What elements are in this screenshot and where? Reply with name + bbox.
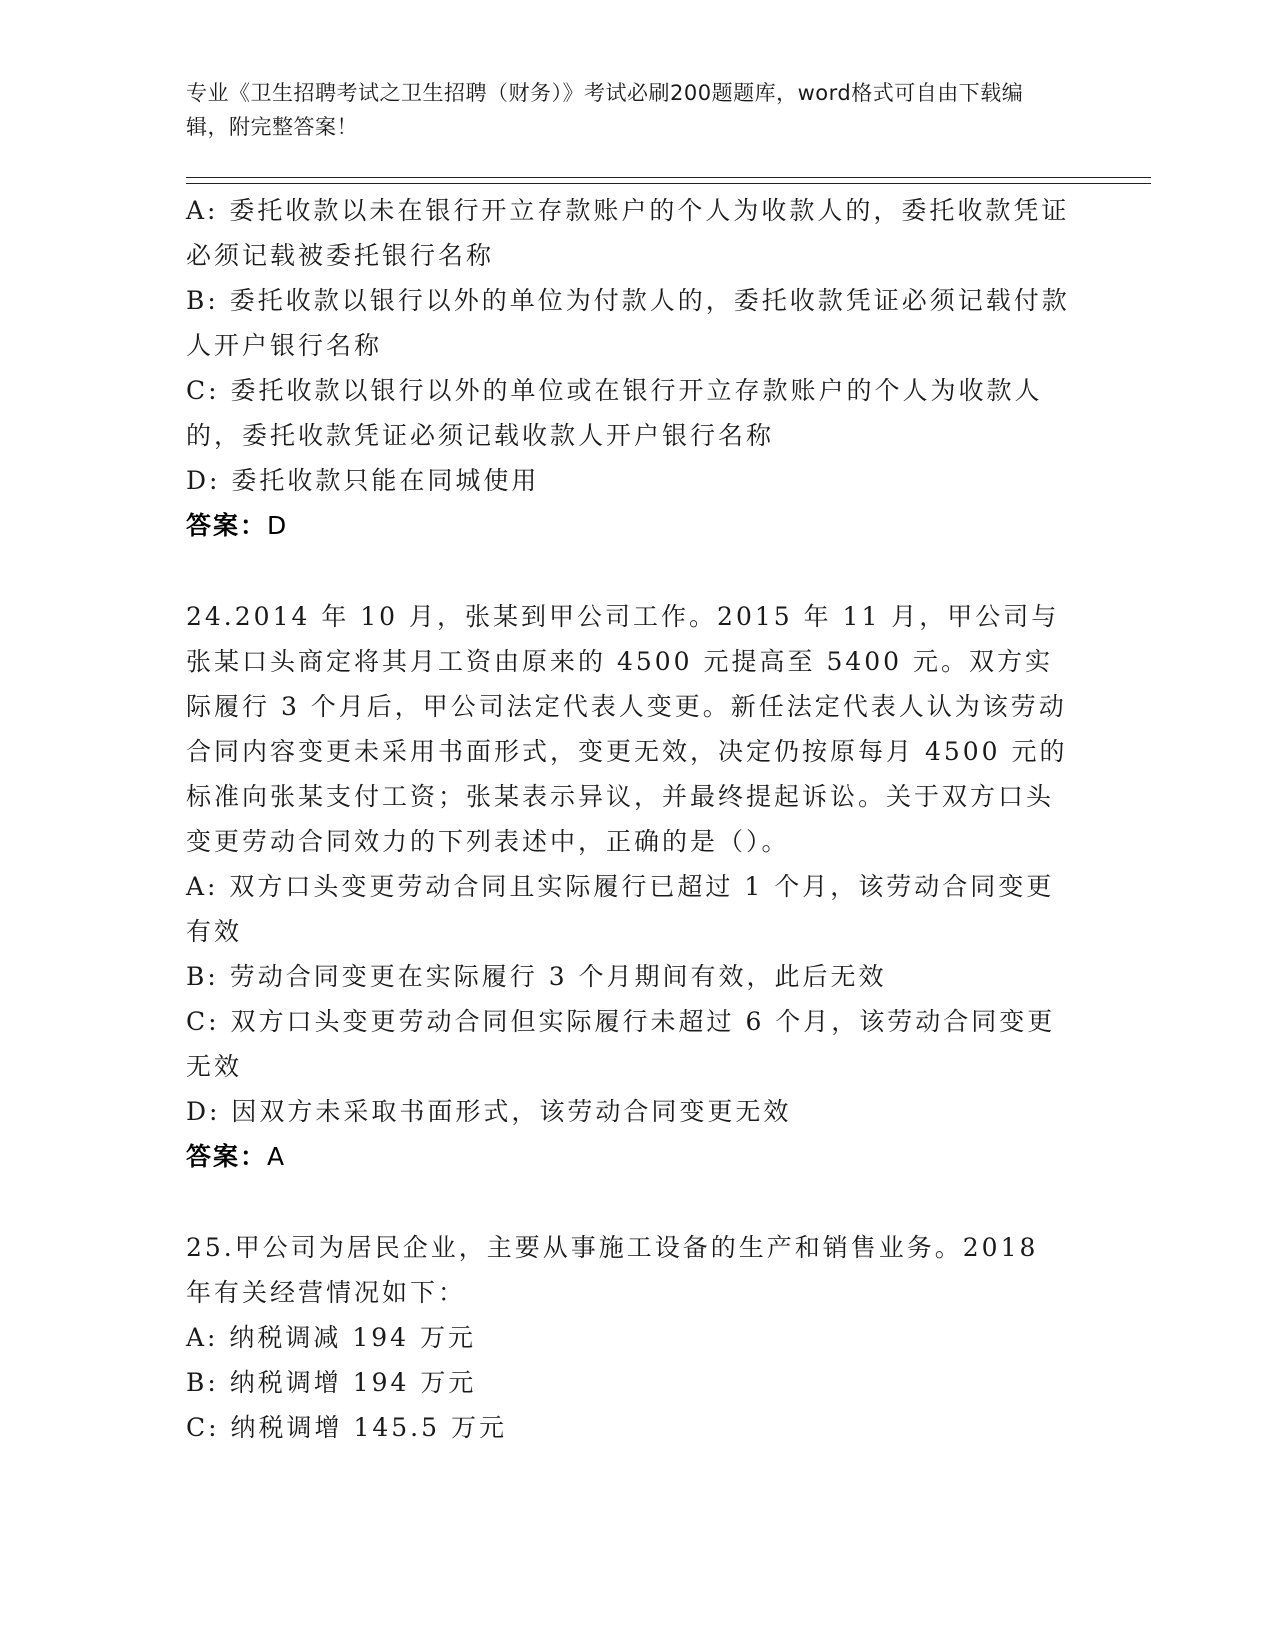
question-stem: 25.甲公司为居民企业，主要从事施工设备的生产和销售业务。2018 年有关经营情况如下： — [186, 1233, 1050, 1307]
option-c: C: 双方口头变更劳动合同但实际履行未超过 6 个月，该劳动合同变更无效 — [186, 1007, 1056, 1081]
header-rule-bottom — [186, 183, 1151, 184]
document-header: 专业《卫生招聘考试之卫生招聘（财务）》考试必刷200题题库，word格式可自由下载编辑，附完整答案！ — [186, 81, 1024, 139]
option-a: A: 纳税调减 194 万元 — [186, 1323, 477, 1352]
question-23 — [186, 188, 1076, 548]
answer-label: 答案： — [186, 511, 268, 540]
answer-label: 答案： — [186, 1142, 268, 1171]
question-25 — [186, 1225, 1076, 1450]
answer-value: A — [267, 1142, 287, 1171]
header-rule-top — [186, 177, 1151, 178]
option-a: A: 双方口头变更劳动合同且实际履行已超过 1 个月，该劳动合同变更有效 — [186, 872, 1055, 946]
option-b: B: 劳动合同变更在实际履行 3 个月期间有效，此后无效 — [186, 962, 887, 991]
option-b: B: 纳税调增 194 万元 — [186, 1368, 477, 1397]
question-stem: 24.2014 年 10 月，张某到甲公司工作。2015 年 11 月，甲公司与张某口头商定将其月工资由原来的 4500 元提高至 5400 元。双方实际履行 3 个月后，甲公司法定代表人变更。新任法定代表人认为该劳动合同内容变更未采用书面形式，变更无效，决定仍按原每月 4500 元的标准向张某支付工资；张某表示异议，并最终提起诉讼。关于双方口头变更劳动合同效力的下列表述中，正确的是（）。 — [186, 602, 1068, 856]
option-c: C: 纳税调增 145.5 万元 — [186, 1413, 507, 1442]
spacer — [186, 1179, 1076, 1225]
answer-value: D — [267, 511, 289, 540]
document-body — [186, 188, 1076, 1450]
spacer — [186, 548, 1076, 594]
option-d: D: 委托收款只能在同城使用 — [186, 466, 540, 495]
option-a: A: 委托收款以未在银行开立存款账户的个人为收款人的，委托收款凭证必须记载被委托银行名称 — [186, 196, 1070, 270]
option-c: C: 委托收款以银行以外的单位或在银行开立存款账户的个人为收款人的，委托收款凭证必须记载收款人开户银行名称 — [186, 376, 1043, 450]
option-d: D: 因双方未采取书面形式，该劳动合同变更无效 — [186, 1097, 792, 1126]
answer — [186, 1134, 1076, 1179]
question-24 — [186, 594, 1076, 1179]
answer — [186, 503, 1076, 548]
option-b: B: 委托收款以银行以外的单位为付款人的，委托收款凭证必须记载付款人开户银行名称 — [186, 286, 1070, 360]
